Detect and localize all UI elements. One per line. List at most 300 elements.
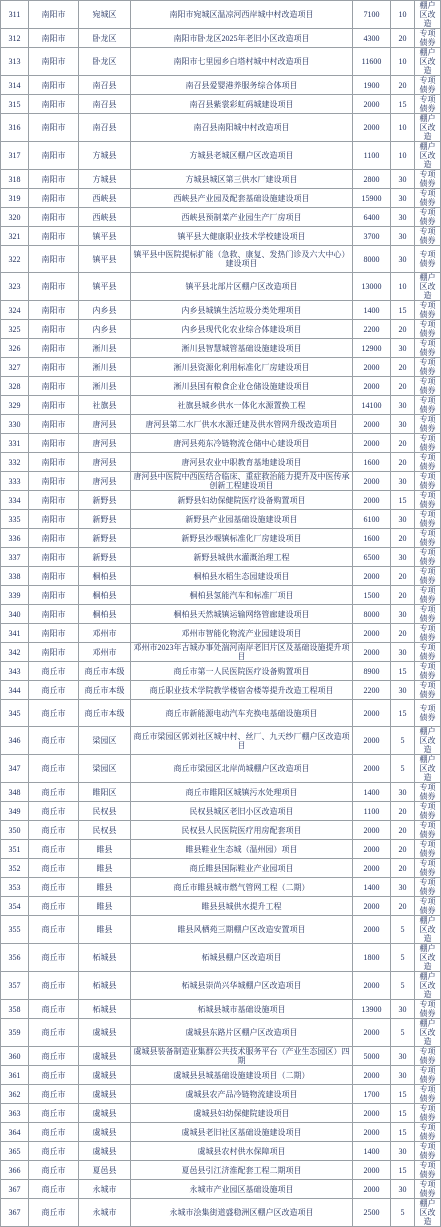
row-project-name: 邓州市2023年古城办事处湍河南岸老旧片区及基础设施提升项目	[131, 643, 353, 662]
row-county: 镇平县	[79, 273, 131, 301]
row-amount: 1100	[353, 142, 391, 170]
row-county: 民权县	[79, 802, 131, 821]
row-term-years: 20	[391, 320, 415, 339]
row-county: 内乡县	[79, 320, 131, 339]
row-amount: 2200	[353, 681, 391, 700]
row-amount: 13000	[353, 273, 391, 301]
row-project-name: 永城市浍集街道盛稳洲区棚户区改造项目	[131, 1199, 353, 1227]
row-county: 淅川县	[79, 339, 131, 358]
row-amount: 2000	[353, 415, 391, 434]
row-bond-type: 专项债券	[415, 301, 441, 320]
row-index: 330	[1, 415, 29, 434]
row-amount: 2000	[353, 434, 391, 453]
row-index: 321	[1, 227, 29, 246]
row-index: 311	[1, 1, 29, 29]
row-project-name: 南阳市宛城区温凉河西岸城中村改造项目	[131, 1, 353, 29]
row-project-name: 商丘市梁园区北岸尚城棚户区改造项目	[131, 755, 353, 783]
row-index: 355	[1, 916, 29, 944]
row-county: 淅川县	[79, 377, 131, 396]
table-row	[1, 972, 441, 1000]
table-row	[1, 605, 441, 624]
table-row	[1, 1047, 441, 1066]
row-index: 348	[1, 783, 29, 802]
row-project-name: 虞城县老旧社区基础设施建设项目	[131, 1123, 353, 1142]
row-city: 商丘市	[29, 1104, 79, 1123]
row-amount: 2000	[353, 1019, 391, 1047]
row-project-name: 西峡县产业园及配套基础设施建设项目	[131, 189, 353, 208]
row-city: 南阳市	[29, 273, 79, 301]
row-amount: 1400	[353, 878, 391, 897]
table-row	[1, 114, 441, 142]
row-project-name: 西峡县预制菜产业园生产厂房项目	[131, 208, 353, 227]
row-term-years: 30	[391, 1180, 415, 1199]
row-bond-type: 专项债券	[415, 377, 441, 396]
row-project-name: 虞城县农村供水保障项目	[131, 1142, 353, 1161]
row-amount: 2000	[353, 643, 391, 662]
table-row	[1, 529, 441, 548]
row-bond-type: 专项债券	[415, 624, 441, 643]
row-amount: 15900	[353, 189, 391, 208]
row-term-years: 20	[391, 859, 415, 878]
row-index: 319	[1, 189, 29, 208]
row-term-years: 30	[391, 510, 415, 529]
row-index: 336	[1, 529, 29, 548]
row-term-years: 15	[391, 700, 415, 727]
row-amount: 2000	[353, 972, 391, 1000]
row-index: 316	[1, 114, 29, 142]
row-city: 南阳市	[29, 301, 79, 320]
row-bond-type: 专项债券	[415, 246, 441, 273]
row-project-name: 柘城县城市基础设施项目	[131, 1000, 353, 1019]
row-city: 商丘市	[29, 916, 79, 944]
row-amount: 14100	[353, 396, 391, 415]
row-project-name: 南阳市卧龙区2025年老旧小区改造项目	[131, 29, 353, 48]
row-term-years: 5	[391, 1019, 415, 1047]
table-row	[1, 415, 441, 434]
row-city: 商丘市	[29, 783, 79, 802]
table-row	[1, 1104, 441, 1123]
row-city: 南阳市	[29, 48, 79, 76]
table-row	[1, 878, 441, 897]
row-index: 340	[1, 605, 29, 624]
row-county: 方城县	[79, 142, 131, 170]
row-project-name: 南召县紫裳彩虹码城建设项目	[131, 95, 353, 114]
table-row	[1, 208, 441, 227]
row-county: 淅川县	[79, 358, 131, 377]
table-row	[1, 76, 441, 95]
row-term-years: 10	[391, 1, 415, 29]
row-term-years: 20	[391, 897, 415, 916]
row-amount: 2000	[353, 358, 391, 377]
row-bond-type: 棚户区改造	[415, 916, 441, 944]
row-bond-type: 专项债券	[415, 643, 441, 662]
row-project-name: 桐柏县水稻生态园建设项目	[131, 567, 353, 586]
row-county: 睢县	[79, 916, 131, 944]
row-project-name: 商丘市新能源电动汽车充换电基础设施项目	[131, 700, 353, 727]
row-bond-type: 专项债券	[415, 700, 441, 727]
row-county: 虞城县	[79, 1047, 131, 1066]
row-term-years: 30	[391, 189, 415, 208]
row-term-years: 5	[391, 944, 415, 972]
table-row	[1, 453, 441, 472]
row-term-years: 10	[391, 48, 415, 76]
row-amount: 2800	[353, 170, 391, 189]
row-term-years: 30	[391, 1142, 415, 1161]
row-term-years: 30	[391, 1047, 415, 1066]
row-index: 365	[1, 1142, 29, 1161]
row-term-years: 15	[391, 1123, 415, 1142]
row-city: 商丘市	[29, 1085, 79, 1104]
row-project-name: 夏邑县引江济淮配套工程二期项目	[131, 1161, 353, 1180]
row-index: 334	[1, 491, 29, 510]
row-term-years: 20	[391, 76, 415, 95]
row-index: 326	[1, 339, 29, 358]
row-term-years: 30	[391, 396, 415, 415]
row-city: 南阳市	[29, 643, 79, 662]
row-term-years: 20	[391, 358, 415, 377]
row-bond-type: 棚户区改造	[415, 1, 441, 29]
row-county: 虞城县	[79, 1019, 131, 1047]
table-row	[1, 358, 441, 377]
table-row	[1, 48, 441, 76]
row-county: 唐河县	[79, 472, 131, 491]
row-county: 夏邑县	[79, 1161, 131, 1180]
row-amount: 2000	[353, 755, 391, 783]
row-amount: 2000	[353, 472, 391, 491]
row-amount: 3700	[353, 227, 391, 246]
row-county: 商丘市本级	[79, 662, 131, 681]
row-amount: 2000	[353, 491, 391, 510]
row-term-years: 20	[391, 840, 415, 859]
row-index: 362	[1, 1085, 29, 1104]
row-bond-type: 专项债券	[415, 472, 441, 491]
table-row	[1, 339, 441, 358]
row-index: 344	[1, 681, 29, 700]
row-project-name: 商丘市睢县城市燃气管网工程（二期）	[131, 878, 353, 897]
row-city: 南阳市	[29, 491, 79, 510]
row-index: 345	[1, 700, 29, 727]
row-city: 南阳市	[29, 320, 79, 339]
row-county: 梁园区	[79, 755, 131, 783]
table-row	[1, 916, 441, 944]
row-bond-type: 专项债券	[415, 821, 441, 840]
row-bond-type: 专项债券	[415, 415, 441, 434]
row-index: 342	[1, 643, 29, 662]
table-row	[1, 1066, 441, 1085]
row-bond-type: 棚户区改造	[415, 114, 441, 142]
row-county: 镇平县	[79, 227, 131, 246]
row-city: 南阳市	[29, 227, 79, 246]
row-index: 322	[1, 246, 29, 273]
row-city: 商丘市	[29, 859, 79, 878]
table-row	[1, 434, 441, 453]
row-index: 327	[1, 358, 29, 377]
row-bond-type: 专项债券	[415, 76, 441, 95]
row-index: 314	[1, 76, 29, 95]
row-index: 349	[1, 802, 29, 821]
row-bond-type: 棚户区改造	[415, 1019, 441, 1047]
table-row	[1, 1199, 441, 1227]
row-city: 商丘市	[29, 662, 79, 681]
row-city: 商丘市	[29, 1142, 79, 1161]
table-row	[1, 1180, 441, 1199]
row-term-years: 15	[391, 301, 415, 320]
row-term-years: 20	[391, 567, 415, 586]
row-bond-type: 专项债券	[415, 510, 441, 529]
row-index: 325	[1, 320, 29, 339]
row-project-name: 镇平县大健康职业技术学校建设项目	[131, 227, 353, 246]
table-row	[1, 273, 441, 301]
row-amount: 1400	[353, 301, 391, 320]
row-amount: 5000	[353, 1047, 391, 1066]
row-index: 353	[1, 878, 29, 897]
row-city: 南阳市	[29, 142, 79, 170]
table-row	[1, 783, 441, 802]
row-amount: 2000	[353, 1066, 391, 1085]
row-project-name: 唐河县农业中职教育基地建设项目	[131, 453, 353, 472]
row-amount: 1600	[353, 529, 391, 548]
table-row	[1, 1123, 441, 1142]
row-county: 南召县	[79, 95, 131, 114]
row-county: 柘城县	[79, 1000, 131, 1019]
row-county: 卧龙区	[79, 48, 131, 76]
row-bond-type: 棚户区改造	[415, 273, 441, 301]
row-bond-type: 专项债券	[415, 1142, 441, 1161]
table-row	[1, 170, 441, 189]
row-county: 唐河县	[79, 415, 131, 434]
row-project-name: 睢县风栖苑三期棚户区改造安置项目	[131, 916, 353, 944]
table-row	[1, 821, 441, 840]
row-county: 唐河县	[79, 434, 131, 453]
row-project-name: 睢县鞋业生态城（温州园）项目	[131, 840, 353, 859]
row-project-name: 南阳市七里园乡白塔村城中村改造项目	[131, 48, 353, 76]
row-bond-type: 专项债券	[415, 897, 441, 916]
row-project-name: 方城县老城区棚户区改造项目	[131, 142, 353, 170]
row-county: 商丘市本级	[79, 681, 131, 700]
row-city: 南阳市	[29, 114, 79, 142]
table-row	[1, 755, 441, 783]
row-city: 南阳市	[29, 396, 79, 415]
row-city: 南阳市	[29, 76, 79, 95]
row-city: 南阳市	[29, 170, 79, 189]
row-bond-type: 专项债券	[415, 208, 441, 227]
row-index: 366	[1, 1161, 29, 1180]
row-term-years: 10	[391, 142, 415, 170]
row-project-name: 内乡县现代化农业综合体建设项目	[131, 320, 353, 339]
row-amount: 2000	[353, 859, 391, 878]
table-row	[1, 840, 441, 859]
row-city: 南阳市	[29, 208, 79, 227]
row-county: 南召县	[79, 76, 131, 95]
row-county: 西峡县	[79, 189, 131, 208]
row-amount: 1400	[353, 783, 391, 802]
row-project-name: 淅川县资源化利用标准化厂房建设项目	[131, 358, 353, 377]
row-bond-type: 棚户区改造	[415, 972, 441, 1000]
row-index: 337	[1, 548, 29, 567]
table-row	[1, 859, 441, 878]
row-project-name: 民权县城区老旧小区改造项目	[131, 802, 353, 821]
table-row	[1, 320, 441, 339]
row-term-years: 15	[391, 1161, 415, 1180]
row-term-years: 30	[391, 681, 415, 700]
row-amount: 2000	[353, 897, 391, 916]
row-amount: 2000	[353, 624, 391, 643]
row-index: 352	[1, 859, 29, 878]
row-city: 商丘市	[29, 1199, 79, 1227]
row-bond-type: 专项债券	[415, 1066, 441, 1085]
row-project-name: 新野县城供水灌溉治理工程	[131, 548, 353, 567]
table-row	[1, 1000, 441, 1019]
row-city: 商丘市	[29, 1161, 79, 1180]
row-county: 西峡县	[79, 208, 131, 227]
row-bond-type: 棚户区改造	[415, 944, 441, 972]
row-amount: 2000	[353, 700, 391, 727]
row-bond-type: 专项债券	[415, 1047, 441, 1066]
row-project-name: 商丘市睢阳区城镇污水处理项目	[131, 783, 353, 802]
row-term-years: 30	[391, 1000, 415, 1019]
table-row	[1, 662, 441, 681]
row-city: 南阳市	[29, 377, 79, 396]
row-term-years: 30	[391, 227, 415, 246]
row-city: 南阳市	[29, 567, 79, 586]
row-term-years: 30	[391, 339, 415, 358]
row-city: 商丘市	[29, 1019, 79, 1047]
row-project-name: 淅川县国有粮食企业仓储设施建设项目	[131, 377, 353, 396]
row-project-name: 镇平县北部片区棚户区改造项目	[131, 273, 353, 301]
row-amount: 8000	[353, 605, 391, 624]
row-amount: 2200	[353, 320, 391, 339]
row-city: 商丘市	[29, 1066, 79, 1085]
row-bond-type: 专项债券	[415, 783, 441, 802]
row-project-name: 永城市产业园区基础设施项目	[131, 1180, 353, 1199]
row-project-name: 新野县妇幼保健院医疗设备购置项目	[131, 491, 353, 510]
row-project-name: 内乡县城镇生活垃圾分类处理项目	[131, 301, 353, 320]
row-project-name: 虞城县农产品冷链物流建设项目	[131, 1085, 353, 1104]
row-county: 邓州市	[79, 624, 131, 643]
row-amount: 2000	[353, 727, 391, 755]
table-row	[1, 681, 441, 700]
table-row	[1, 142, 441, 170]
row-bond-type: 棚户区改造	[415, 1199, 441, 1227]
row-county: 永城市	[79, 1180, 131, 1199]
row-bond-type: 专项债券	[415, 339, 441, 358]
row-project-name: 唐河县第二水厂供水水源迁建及供水管网升级改造项目	[131, 415, 353, 434]
row-county: 唐河县	[79, 453, 131, 472]
row-project-name: 新野县沙堰镇标准化厂房建设项目	[131, 529, 353, 548]
row-bond-type: 专项债券	[415, 320, 441, 339]
table-row	[1, 567, 441, 586]
row-term-years: 20	[391, 586, 415, 605]
row-term-years: 20	[391, 453, 415, 472]
row-project-name: 桐柏县天然城镇运输网络管廊建设项目	[131, 605, 353, 624]
row-project-name: 商丘市第一人民医院医疗设备购置项目	[131, 662, 353, 681]
row-term-years: 30	[391, 246, 415, 273]
row-city: 南阳市	[29, 29, 79, 48]
row-term-years: 30	[391, 643, 415, 662]
row-bond-type: 专项债券	[415, 662, 441, 681]
row-project-name: 商丘市梁园区郭刘社区城中村、丝厂、九天纱厂棚户区改造项目	[131, 727, 353, 755]
row-index: 343	[1, 662, 29, 681]
row-city: 南阳市	[29, 624, 79, 643]
row-bond-type: 专项债券	[415, 548, 441, 567]
row-amount: 2000	[353, 377, 391, 396]
row-index: 358	[1, 1000, 29, 1019]
row-index: 320	[1, 208, 29, 227]
row-county: 柘城县	[79, 972, 131, 1000]
row-project-name: 新野县产业园基础设施建设项目	[131, 510, 353, 529]
row-term-years: 5	[391, 755, 415, 783]
row-county: 桐柏县	[79, 605, 131, 624]
row-amount: 13900	[353, 1000, 391, 1019]
row-index: 364	[1, 1123, 29, 1142]
table-row	[1, 1019, 441, 1047]
row-bond-type: 专项债券	[415, 1161, 441, 1180]
table-row	[1, 1, 441, 29]
row-bond-type: 专项债券	[415, 681, 441, 700]
row-amount: 8000	[353, 246, 391, 273]
row-term-years: 30	[391, 170, 415, 189]
row-term-years: 20	[391, 434, 415, 453]
row-index: 347	[1, 755, 29, 783]
row-county: 睢阳区	[79, 783, 131, 802]
row-bond-type: 专项债券	[415, 227, 441, 246]
row-project-name: 虞城县妇幼保健院建设项目	[131, 1104, 353, 1123]
row-city: 商丘市	[29, 681, 79, 700]
table-row	[1, 1161, 441, 1180]
row-index: 357	[1, 972, 29, 1000]
row-county: 虞城县	[79, 1142, 131, 1161]
row-term-years: 30	[391, 415, 415, 434]
row-amount: 2000	[353, 840, 391, 859]
row-term-years: 15	[391, 95, 415, 114]
row-index: 361	[1, 1066, 29, 1085]
row-county: 虞城县	[79, 1104, 131, 1123]
row-term-years: 5	[391, 727, 415, 755]
row-city: 商丘市	[29, 821, 79, 840]
row-term-years: 10	[391, 273, 415, 301]
row-index: 335	[1, 510, 29, 529]
row-term-years: 30	[391, 783, 415, 802]
row-term-years: 20	[391, 821, 415, 840]
table-row	[1, 510, 441, 529]
row-amount: 2000	[353, 1180, 391, 1199]
row-index: 324	[1, 301, 29, 320]
row-bond-type: 专项债券	[415, 358, 441, 377]
row-city: 南阳市	[29, 246, 79, 273]
row-city: 商丘市	[29, 700, 79, 727]
row-bond-type: 专项债券	[415, 1180, 441, 1199]
row-index: 367	[1, 1199, 29, 1227]
row-term-years: 30	[391, 605, 415, 624]
row-bond-type: 棚户区改造	[415, 727, 441, 755]
table-row	[1, 472, 441, 491]
row-index: 338	[1, 567, 29, 586]
row-city: 南阳市	[29, 1, 79, 29]
row-term-years: 20	[391, 529, 415, 548]
row-city: 南阳市	[29, 358, 79, 377]
row-county: 社旗县	[79, 396, 131, 415]
table-body	[1, 1, 441, 1227]
row-term-years: 5	[391, 916, 415, 944]
table-row	[1, 301, 441, 320]
row-bond-type: 专项债券	[415, 95, 441, 114]
row-amount: 2000	[353, 114, 391, 142]
row-index: 339	[1, 586, 29, 605]
row-term-years: 30	[391, 472, 415, 491]
table-row	[1, 227, 441, 246]
row-county: 睢县	[79, 878, 131, 897]
row-county: 新野县	[79, 491, 131, 510]
